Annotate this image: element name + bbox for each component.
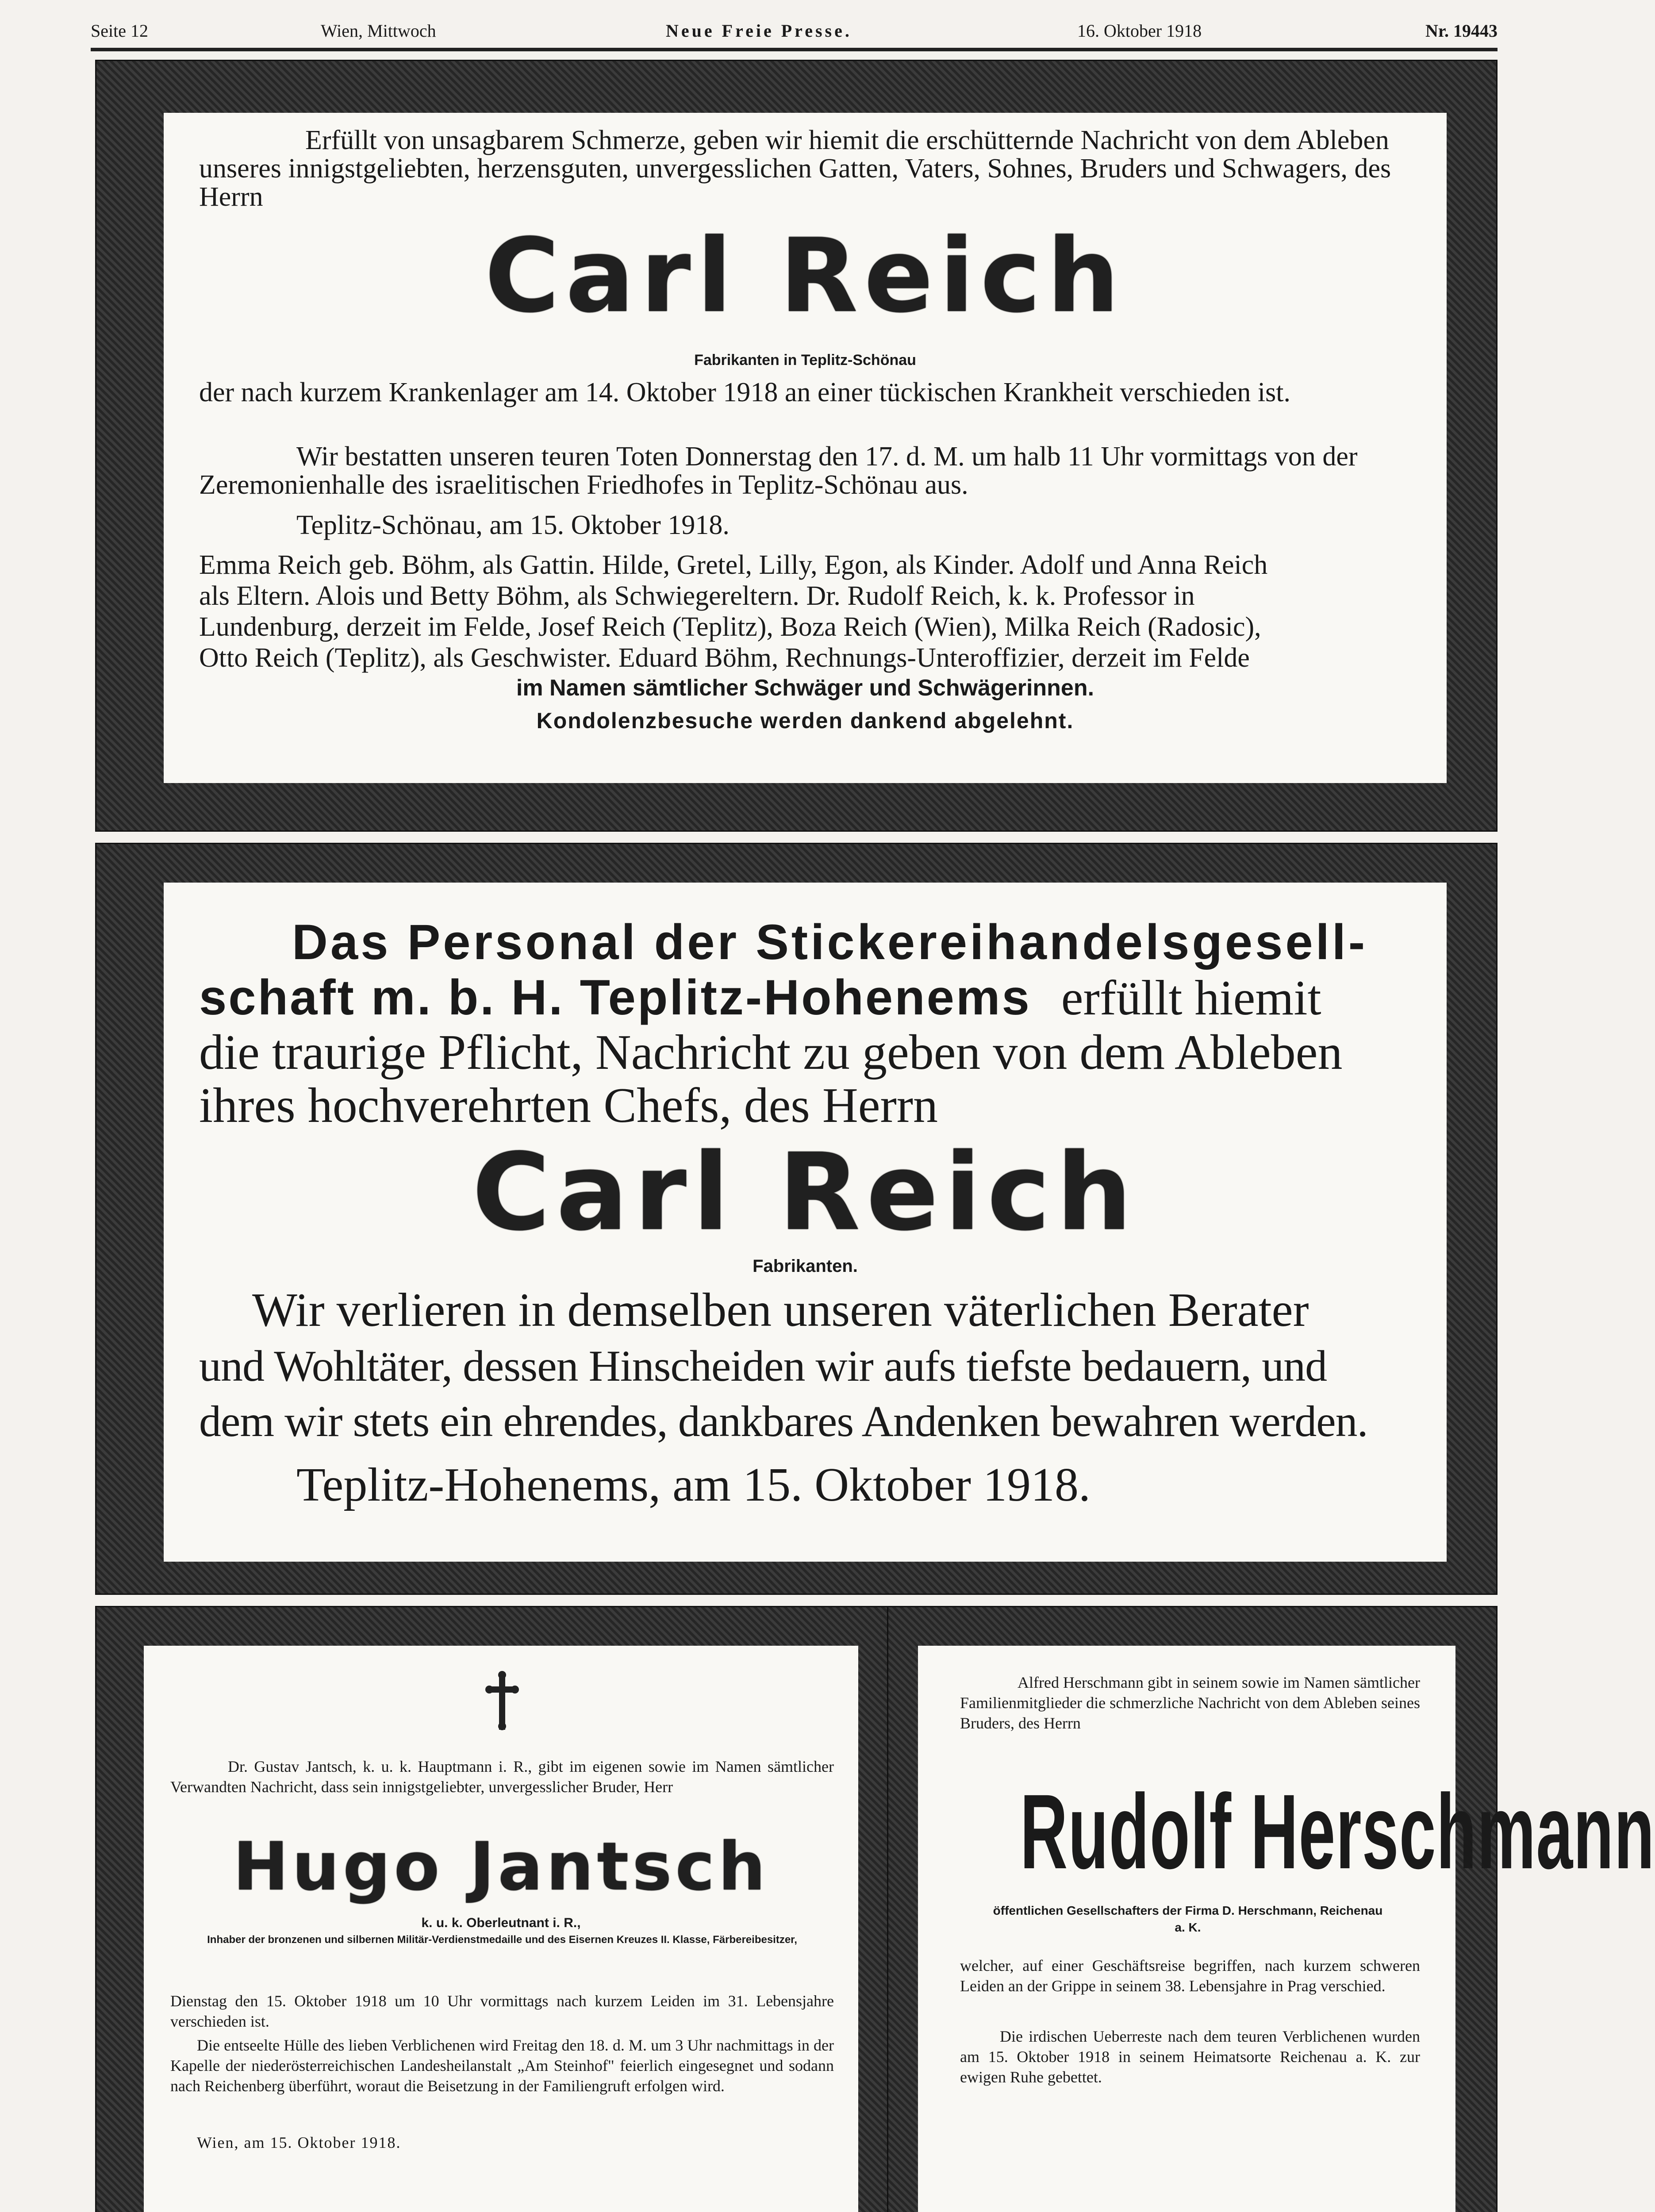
notice3-intro: Dr. Gustav Jantsch, k. u. k. Hauptmann i. R., gibt im eigenen sowie im Namen sämtlicher Verwandten Nachricht, dass sein innigstgeliebter, unvergesslicher Bruder, Herr: [170, 1758, 834, 1796]
notice2-line2-company: schaft m. b. H. Teplitz-Hohenems: [199, 970, 1031, 1025]
notice2-line4: ihres hochverehrten Chefs, des Herrn: [199, 1078, 938, 1133]
issue-number: Nr. 19443: [1425, 21, 1498, 41]
notice2-text2: und Wohltäter, dessen Hinscheiden wir aufs tiefste bedauern, und: [199, 1341, 1327, 1390]
notice3-text2: Die entseelte Hülle des lieben Verblichenen wird Freitag den 18. d. M. um 3 Uhr nachmittags in der Kapelle der niederösterreichischen Landesheilanstalt „Am Steinhof" feierlich eingesegnet und sodann nach Reichenberg überführt, woraut die Beisetzung in der Familiengruft erfolgen wird.: [170, 2036, 834, 2095]
notice1-name: Carl Reich: [484, 217, 1126, 335]
notice2-text1: Wir verlieren in demselben unseren väterlichen Berater: [252, 1284, 1309, 1336]
notice3-place-date: Wien, am 15. Oktober 1918.: [197, 2134, 401, 2151]
issue-date: 16. Oktober 1918: [1077, 21, 1202, 41]
notice1-text1: der nach kurzem Krankenlager am 14. Oktober 1918 an einer tückischen Krankheit verschieden ist.: [199, 377, 1291, 407]
notice2-line2-rest: erfüllt hiemit: [1061, 971, 1321, 1025]
notice1-signers-5: im Namen sämtlicher Schwäger und Schwägerinnen.: [516, 675, 1094, 701]
obituary-hugo-jantsch: [144, 1646, 858, 2212]
page-number: Seite 12: [91, 21, 148, 41]
notice3-name: Hugo Jantsch: [233, 1828, 769, 1905]
notice1-signers-1: Emma Reich geb. Böhm, als Gattin. Hilde, Gretel, Lilly, Egon, als Kinder. Adolf und Anna Reich: [199, 550, 1268, 580]
notice4-intro: Alfred Herschmann gibt in seinem sowie im Namen sämtlicher Familienmitglieder die schmerzliche Nachricht von dem Ableben seines Bruders, des Herrn: [960, 1674, 1420, 1732]
notice2-text3: dem wir stets ein ehrendes, dankbares Andenken bewahren werden.: [199, 1397, 1368, 1446]
city-day: Wien, Mittwoch: [321, 21, 436, 41]
notice1-text2: Wir bestatten unseren teuren Toten Donnerstag den 17. d. M. um halb 11 Uhr vormittags von der Zeremonienhalle des israelitischen Friedhofes in Teplitz-Schönau aus.: [199, 442, 1358, 500]
notice2-line3: die traurige Pflicht, Nachricht zu geben von dem Ableben: [199, 1025, 1343, 1080]
notice4-text2: Die irdischen Ueberreste nach dem teuren Verblichenen wurden am 15. Oktober 1918 in seinem Heimatsorte Reichenau a. K. zur ewigen Ruhe gebettet.: [960, 2028, 1420, 2086]
notice3-text1: Dienstag den 15. Oktober 1918 um 10 Uhr vormittags nach kurzem Leiden im 31. Lebensjahre verschieden ist.: [170, 1992, 834, 2030]
notice4-name: Rudolf Herschmann: [1020, 1772, 1655, 1891]
notice2-name: Carl Reich: [472, 1130, 1138, 1254]
notice2-title: Fabrikanten.: [753, 1256, 858, 1276]
notice1-place-date: Teplitz-Schönau, am 15. Oktober 1918.: [296, 510, 730, 540]
notice2-line1: Das Personal der Stickereihandelsgesell-: [292, 914, 1368, 970]
obituary-rudolf-herschmann: [918, 1646, 1655, 2212]
newspaper-title: Neue Freie Presse.: [666, 21, 852, 41]
masthead: [91, 12, 1498, 51]
notice1-signers-3: Lundenburg, derzeit im Felde, Josef Reich (Teplitz), Boza Reich (Wien), Milka Reich (Radosic),: [199, 612, 1261, 642]
notice1-intro: Erfüllt von unsagbarem Schmerze, geben wir hiemit die erschütternde Nachricht von dem Ableben unseres innigstgeliebten, herzensguten, unvergesslichen Gatten, Vaters, Sohnes, Bruders und Schwagers, des Herrn: [199, 125, 1391, 212]
cross-icon: [487, 1672, 518, 1730]
notice4-title: öffentlichen Gesellschafters der Firma D. Herschmann, Reichenau a. K.: [993, 1904, 1383, 1934]
notice1-closing: Kondolenzbesuche werden dankend abgelehnt.: [536, 708, 1074, 733]
notice4-text1: welcher, auf einer Geschäftsreise begriffen, nach kurzem schweren Leiden an der Grippe in seinem 38. Lebensjahre in Prag verschied.: [960, 1957, 1420, 1995]
notice2-place-date: Teplitz-Hohenems, am 15. Oktober 1918.: [296, 1459, 1091, 1511]
notice3-honors: Inhaber der bronzenen und silbernen Militär-Verdienstmedaille und des Eisernen Kreuzes II. Klasse, Färbereibesitzer,: [207, 1934, 797, 1946]
obituary-carl-reich-staff: [164, 883, 1447, 1562]
notice1-title: Fabrikanten in Teplitz-Schönau: [694, 352, 916, 369]
obituary-carl-reich-family: [164, 113, 1447, 783]
notice3-rank: k. u. k. Oberleutnant i. R.,: [421, 1916, 581, 1930]
notice1-signers-2: als Eltern. Alois und Betty Böhm, als Schwiegereltern. Dr. Rudolf Reich, k. k. Professor in: [199, 581, 1195, 611]
notice1-signers-4: Otto Reich (Teplitz), als Geschwister. Eduard Böhm, Rechnungs-Unteroffizier, derzeit im Felde: [199, 643, 1250, 673]
